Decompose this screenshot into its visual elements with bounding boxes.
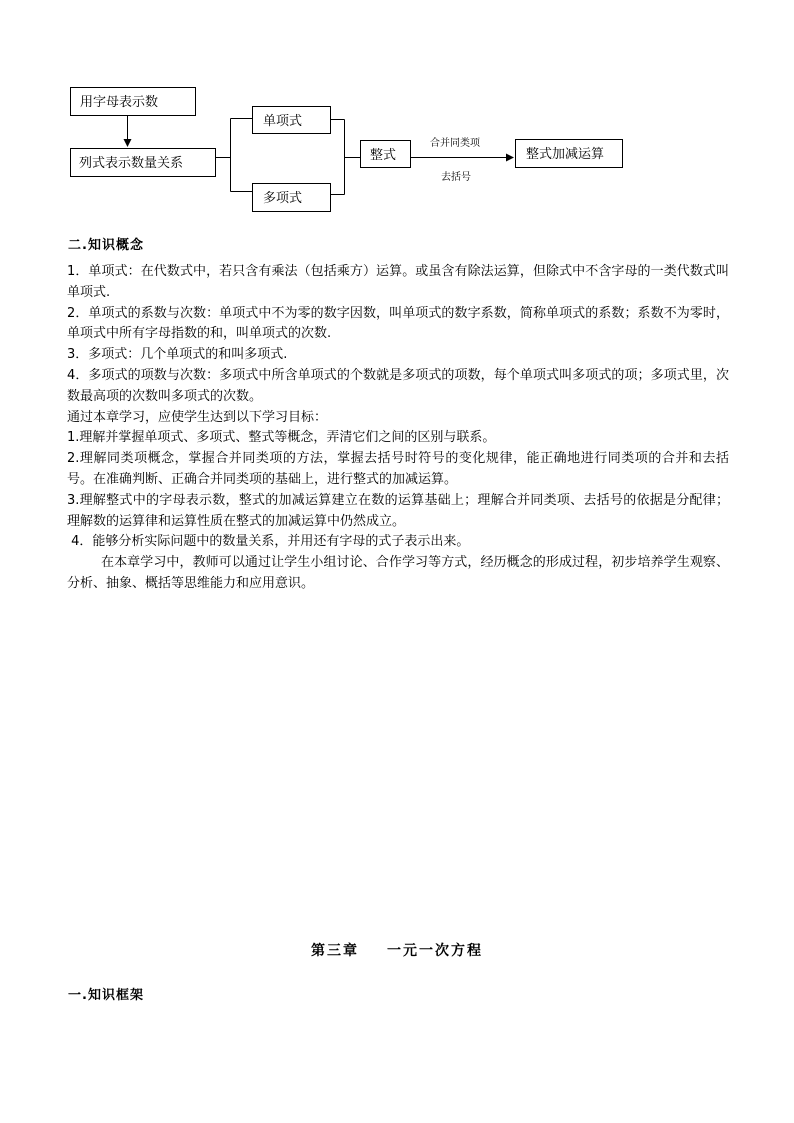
paragraph: 2.理解同类项概念，掌握合并同类项的方法，掌握去括号时符号的变化规律，能正确地进行同类项的合并和去括号。在准确判断、正确合并同类项的基础上，进行整式的加减运算。 — [67, 451, 729, 487]
knowledge-concepts-body — [67, 262, 729, 595]
paragraph: 通过本章学习，应使学生达到以下学习目标： — [67, 409, 328, 425]
expr-box-label: 列式表示数量关系 — [79, 156, 184, 171]
letters-box-label: 用字母表示数 — [80, 95, 159, 110]
paragraph: 4．能够分析实际问题中的数量关系，并用还有字母的式子表示出来。 — [67, 534, 470, 550]
paragraph: 1．单项式：在代数式中，若只含有乘法（包括乘方）运算。或虽含有除法运算，但除式中不含字母的一类代数式叫单项式. — [67, 264, 729, 300]
paragraph: 4．多项式的项数与次数：多项式中所含单项式的个数就是多项式的项数，每个单项式叫多项式的项；多项式里，次数最高项的次数叫多项式的次数。 — [67, 367, 729, 404]
addsub-box-label: 整式加减运算 — [526, 147, 605, 162]
section-title-knowledge-concepts: 二.知识概念 — [68, 238, 144, 253]
paragraph: 3．多项式：几个单项式的和叫多项式. — [67, 347, 288, 363]
chapter-label: 第三章 — [311, 943, 359, 959]
chapter-heading — [0, 940, 794, 960]
section-title-knowledge-framework: 一.知识框架 — [68, 988, 144, 1003]
paragraph: 在本章学习中，教师可以通过让学生小组讨论、合作学习等方式，经历概念的形成过程，初步培养学生观察、分析、抽象、概括等思维能力和应用意识。 — [67, 555, 729, 591]
integral-expression-label: 整式 — [370, 148, 397, 163]
paragraph: 1.理解并掌握单项式、多项式、整式等概念，弄清它们之间的区别与联系。 — [67, 430, 496, 446]
paragraph: 3.理解整式中的字母表示数，整式的加减运算建立在数的运算基础上；理解合并同类项、去括号的依据是分配律；理解数的运算律和运算性质在整式的加减运算中仍然成立。 — [67, 492, 729, 529]
polynomial-box-label: 多项式 — [263, 191, 303, 206]
monomial-box-label: 单项式 — [263, 114, 303, 129]
arrow-bottom-label: 去括号 — [441, 172, 471, 183]
concept-flow-diagram — [0, 0, 794, 230]
arrow-top-label: 合并同类项 — [430, 138, 480, 149]
chapter-name: 一元一次方程 — [387, 943, 483, 959]
paragraph: 2．单项式的系数与次数：单项式中不为零的数字因数，叫单项式的数字系数，简称单项式的系数；系数不为零时，单项式中所有字母指数的和，叫单项式的次数. — [67, 305, 729, 342]
